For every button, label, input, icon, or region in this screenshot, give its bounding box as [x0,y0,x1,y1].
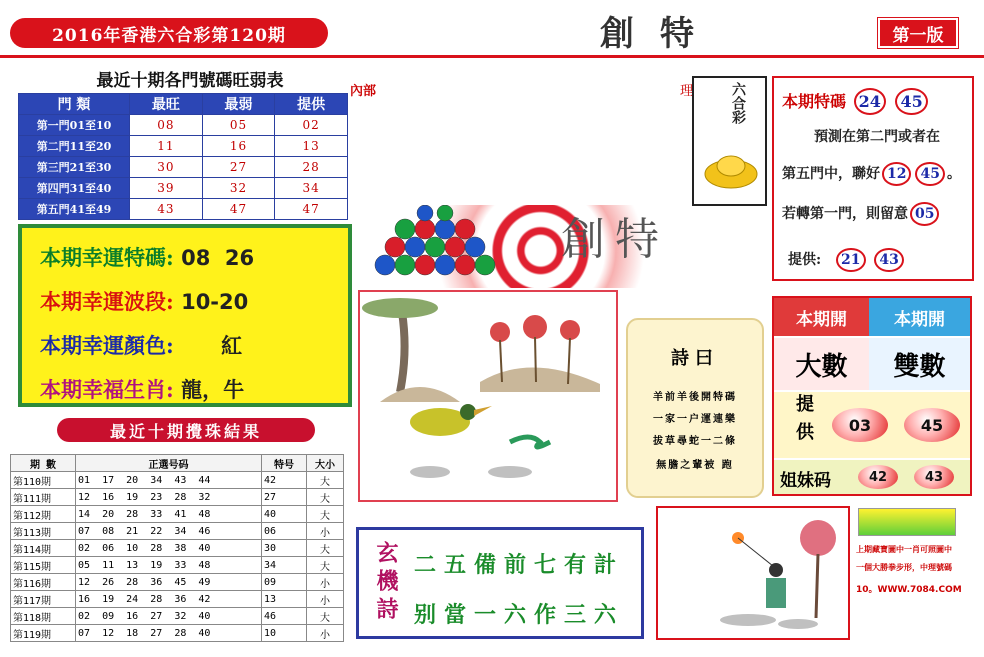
special-number-title: 本期特碼 [782,92,847,111]
poem-line: 一家一户運連樂 [653,414,737,425]
table-row [11,557,344,574]
hot-cold-table-title: 最近十期各門號碼旺弱表 [96,70,284,91]
column-header: 正選号码 [76,455,262,472]
page-title: 創特 [600,13,720,54]
sister-ball: 42 [858,465,898,489]
big-number-value: 大數 [774,338,869,390]
special-number-2: 45 [895,88,927,115]
hot-value: 11 [130,136,203,157]
provide-value: 28 [275,157,348,178]
lucky-zodiac-value: 龍，牛 [181,377,245,402]
bigsmall-cell: 小 [307,591,344,608]
special-cell: 13 [262,591,307,608]
cold-value: 27 [202,157,275,178]
numbers-cell: 02 09 16 27 32 40 [76,608,262,625]
lucky-special-row [40,242,254,272]
provide-value: 34 [275,178,348,199]
issue-title-pill: 2016年香港六合彩第120期 [10,18,328,48]
table-header-row [11,455,344,472]
bigsmall-cell: 大 [307,506,344,523]
overlay-fragment-right: 理 [680,84,694,99]
door-label: 第四門31至40 [19,178,130,199]
period-cell: 第118期 [11,608,76,625]
hot-cold-table [18,93,348,220]
special-cell: 27 [262,489,307,506]
lucky-band-value: 10-20 [181,290,249,314]
provide-number: 21 [836,248,865,272]
table-row [19,199,348,220]
special-number-row [782,88,930,115]
riddle-picture-archer [656,506,850,640]
table-row [11,625,344,642]
period-cell: 第119期 [11,625,76,642]
bigsmall-cell: 大 [307,540,344,557]
table-header-row [19,94,348,115]
open-header-2: 本期開 [869,298,970,336]
gold-ingot-icon [700,136,762,200]
period-cell: 第115期 [11,557,76,574]
bigsmall-cell: 大 [307,489,344,506]
column-header: 特号 [262,455,307,472]
special-number-1: 24 [854,88,886,115]
table-row [11,489,344,506]
special-cell: 42 [262,472,307,489]
special-cell: 09 [262,574,307,591]
prediction-line-1: 預測在第二門或者在 [814,129,940,145]
overlay-fragment-left: 內部 [350,84,377,99]
mystic-poem-line-2: 别當一六作三六 [414,602,625,628]
lottery-balls-image [365,205,505,285]
hot-value: 30 [130,157,203,178]
special-cell: 10 [262,625,307,642]
poem-line: 羊前羊後開特碼 [653,392,737,403]
provide-value: 02 [275,115,348,136]
prediction-line-2-text: 第五門中，聯好 [782,166,880,182]
lucky-zodiac-row [40,374,244,404]
column-header: 提供 [275,94,348,115]
table-row [19,178,348,199]
period-cell: 第110期 [11,472,76,489]
hot-value: 43 [130,199,203,220]
header-divider [0,55,984,58]
edition-badge: 第一版 [878,18,958,48]
table-row [19,136,348,157]
numbers-cell: 02 06 10 28 38 40 [76,540,262,557]
table-row [11,472,344,489]
lucky-special-label: 本期幸運特碼: [40,245,174,270]
provide-ball: 45 [904,408,960,442]
poem-line: 無膽之輩被 跑 [656,460,734,471]
popup-overlay [350,70,690,204]
door-label: 第二門11至20 [19,136,130,157]
site-logo[interactable] [858,508,956,536]
numbers-cell: 14 20 28 33 41 48 [76,506,262,523]
numbers-cell: 07 08 21 22 34 46 [76,523,262,540]
cold-value: 32 [202,178,275,199]
mystic-poem-line-1: 二五備前七有計 [414,552,625,578]
open-header-1: 本期開 [774,298,869,336]
cold-value: 05 [202,115,275,136]
lucky-color-value: 紅 [221,333,243,358]
numbers-cell: 05 11 13 19 33 48 [76,557,262,574]
riddle-picture-bird-snake [358,290,618,502]
provide-value: 47 [275,199,348,220]
bigsmall-cell: 大 [307,557,344,574]
bird-snake-illustration [360,292,616,500]
sister-code-section [774,460,970,494]
sister-ball: 43 [914,465,954,489]
provide-value: 13 [275,136,348,157]
archer-illustration [658,508,848,638]
door-label: 第一門01至10 [19,115,130,136]
prediction-line-2 [782,162,961,186]
column-header: 最弱 [202,94,275,115]
poem-title: 詩曰 [671,348,719,369]
provide-number: 43 [874,248,903,272]
draw-results-banner: 最近十期攪珠結果 [57,418,315,442]
period-cell: 第112期 [11,506,76,523]
liuhe-label: 六合彩 [730,82,746,124]
table-row [19,157,348,178]
provide-label: 提供: [788,252,822,268]
door-label: 第五門41至49 [19,199,130,220]
period-cell: 第113期 [11,523,76,540]
prediction-number: 12 [882,162,911,186]
bigsmall-cell: 小 [307,625,344,642]
prediction-number: 05 [910,202,939,226]
column-header: 大小 [307,455,344,472]
column-header: 最旺 [130,94,203,115]
special-cell: 34 [262,557,307,574]
table-row [11,506,344,523]
lucky-info-box [18,224,352,407]
lucky-special-value: 08 26 [181,246,255,270]
special-cell: 40 [262,506,307,523]
period-cell: 第111期 [11,489,76,506]
lucky-band-label: 本期幸運波段: [40,289,174,314]
table-row [11,523,344,540]
lucky-color-row [40,330,242,360]
prediction-number: 45 [915,162,944,186]
ad-website-link[interactable]: 10。WWW.7084.COM [856,585,962,595]
provide-ball: 03 [832,408,888,442]
period-cell: 第117期 [11,591,76,608]
draw-results-table [10,454,344,642]
numbers-cell: 07 12 18 27 28 40 [76,625,262,642]
hot-value: 08 [130,115,203,136]
prediction-line-3 [782,202,941,226]
ad-line: 上期藏寶圖中一肖可照圖中 [856,545,952,554]
numbers-cell: 16 19 24 28 36 42 [76,591,262,608]
bigsmall-cell: 小 [307,574,344,591]
provide-section [774,392,970,458]
prediction-line-2-end: 。 [946,166,961,182]
period-cell: 第114期 [11,540,76,557]
numbers-cell: 12 16 19 23 28 32 [76,489,262,506]
door-label: 第三門21至30 [19,157,130,178]
table-row [11,574,344,591]
prediction-line-3-text: 若轉第一門，則留意 [782,206,908,222]
period-cell: 第116期 [11,574,76,591]
hot-value: 39 [130,178,203,199]
column-header: 門 類 [19,94,130,115]
ad-line: 一個大勝拳步形，中理號碼 [856,563,952,572]
provide-section-label: 提供 [793,394,814,450]
table-row [19,115,348,136]
special-cell: 46 [262,608,307,625]
table-row [11,591,344,608]
column-header: 期 數 [11,455,76,472]
numbers-cell: 01 17 20 34 43 44 [76,472,262,489]
lucky-color-label: 本期幸運顏色: [40,333,174,358]
bigsmall-cell: 小 [307,523,344,540]
mystic-poem-label: 玄機詩 [373,541,399,625]
cold-value: 16 [202,136,275,157]
special-cell: 30 [262,540,307,557]
table-row [11,540,344,557]
lucky-zodiac-label: 本期幸福生肖: [40,377,174,402]
lucky-band-row [40,286,248,316]
bigsmall-cell: 大 [307,608,344,625]
table-row [11,608,344,625]
cold-value: 47 [202,199,275,220]
even-number-value: 雙數 [869,338,970,390]
sister-code-label: 姐妹码 [780,471,831,491]
target-title-text: 創特 [561,214,669,265]
provide-line [788,248,906,272]
bigsmall-cell: 大 [307,472,344,489]
poem-line: 拔草尋蛇一二條 [653,436,737,447]
special-cell: 06 [262,523,307,540]
numbers-cell: 12 26 28 36 45 49 [76,574,262,591]
special-number-box [772,76,974,281]
